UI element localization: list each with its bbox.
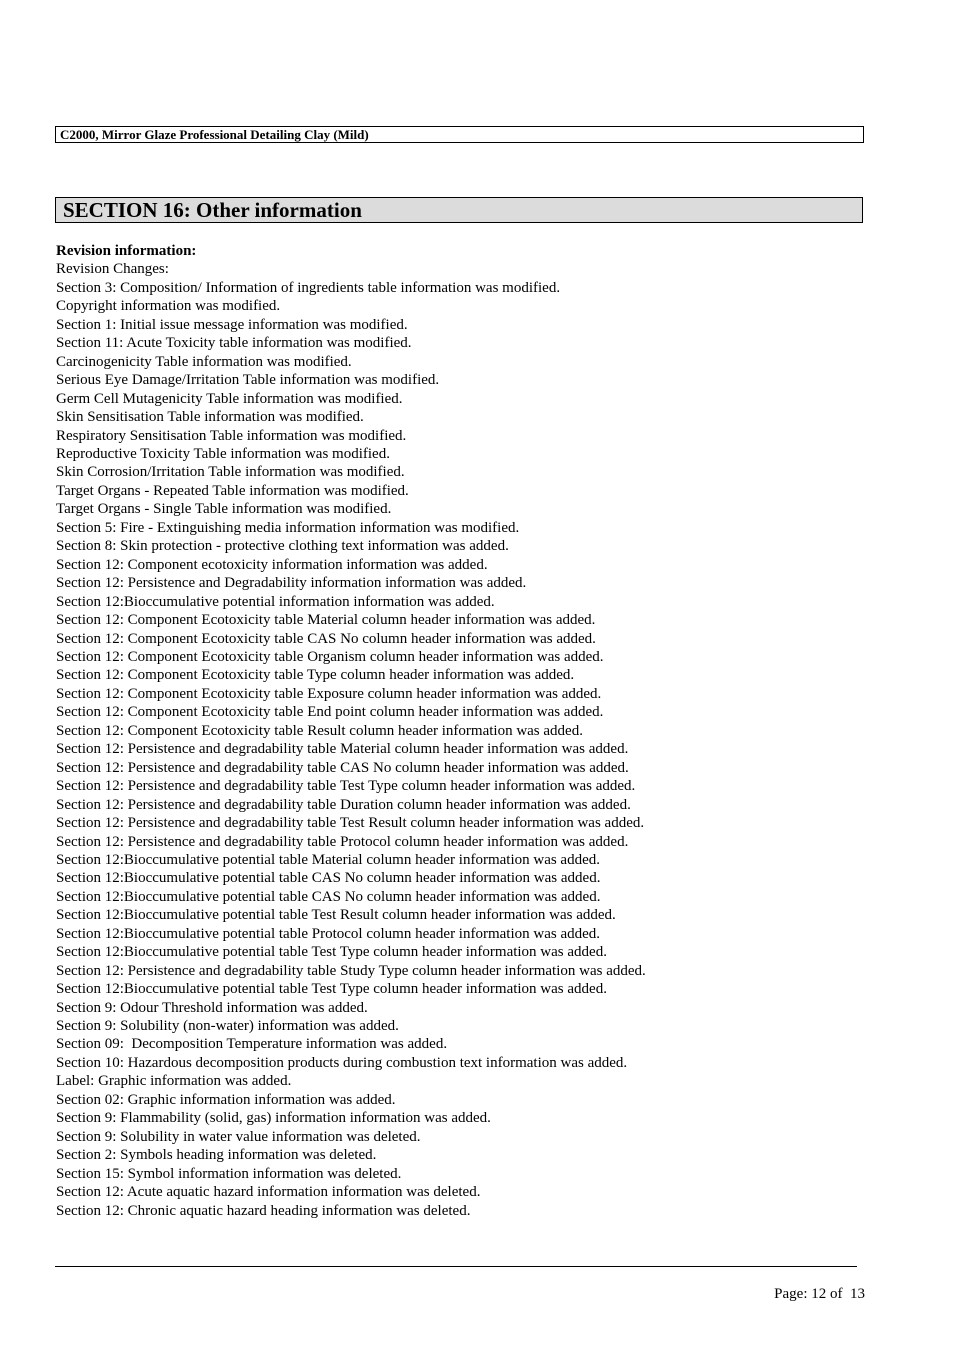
- revision-change-item: Section 9: Odour Threshold information was added.: [56, 999, 368, 1016]
- revision-change-item: Section 15: Symbol information information was deleted.: [56, 1165, 402, 1182]
- section-title: SECTION 16: Other information: [55, 197, 863, 223]
- revision-change-item: Section 12:Bioccumulative potential table Protocol column header information was added.: [56, 925, 601, 942]
- revision-change-item: Reproductive Toxicity Table information was modified.: [56, 445, 390, 462]
- revision-change-item: Copyright information was modified.: [56, 298, 281, 315]
- revision-change-item: Section 12: Persistence and degradability table Test Type column header information was added.: [56, 778, 636, 795]
- revision-change-item: Section 12: Component Ecotoxicity table Type column header information was added.: [56, 667, 575, 684]
- revision-change-item: Section 12: Persistence and degradability table CAS No column header information was added.: [56, 759, 629, 776]
- revision-change-item: Section 8: Skin protection - protective clothing text information was added.: [56, 538, 509, 555]
- revision-change-item: Serious Eye Damage/Irritation Table information was modified.: [56, 372, 440, 389]
- revision-heading: Revision information:: [56, 243, 197, 259]
- revision-change-item: Section 12: Component Ecotoxicity table Organism column header information was added.: [56, 648, 604, 665]
- revision-change-item: Section 12: Component ecotoxicity information information was added.: [56, 556, 488, 573]
- revision-subheading: Revision Changes:: [56, 261, 169, 278]
- revision-change-item: Section 12:Bioccumulative potential table Test Result column header information was added.: [56, 907, 616, 924]
- revision-change-item: Section 12: Chronic aquatic hazard heading information was deleted.: [56, 1202, 471, 1219]
- revision-change-item: Section 12:Bioccumulative potential table Test Type column header information was added.: [56, 981, 607, 998]
- revision-change-item: Section 12: Component Ecotoxicity table Result column header information was added.: [56, 722, 583, 739]
- footer-divider: [55, 1266, 857, 1267]
- revision-change-item: Target Organs - Single Table information was modified.: [56, 501, 392, 518]
- revision-change-item: Section 12: Component Ecotoxicity table CAS No column header information was added.: [56, 630, 596, 647]
- revision-change-item: Section 12:Bioccumulative potential table Test Type column header information was added.: [56, 944, 607, 961]
- revision-change-item: Section 12: Component Ecotoxicity table Exposure column header information was added.: [56, 685, 602, 702]
- revision-change-item: Section 12: Acute aquatic hazard information information was deleted.: [56, 1184, 481, 1201]
- revision-change-item: Section 12:Bioccumulative potential table CAS No column header information was added.: [56, 870, 601, 887]
- revision-change-item: Section 12: Component Ecotoxicity table Material column header information was added.: [56, 612, 596, 629]
- revision-change-item: Section 9: Solubility in water value information was deleted.: [56, 1128, 421, 1145]
- revision-change-item: Section 9: Solubility (non-water) information was added.: [56, 1018, 399, 1035]
- revision-information: [56, 242, 856, 1220]
- revision-change-item: Section 12:Bioccumulative potential table CAS No column header information was added.: [56, 888, 601, 905]
- revision-change-item: Respiratory Sensitisation Table information was modified.: [56, 427, 407, 444]
- revision-change-item: Label: Graphic information was added.: [56, 1073, 292, 1090]
- revision-change-item: Section 12: Persistence and degradability table Test Result column header information was added.: [56, 815, 645, 832]
- revision-change-item: Skin Corrosion/Irritation Table information was modified.: [56, 464, 405, 481]
- revision-change-item: Section 12: Persistence and degradability table Duration column header information was added.: [56, 796, 631, 813]
- revision-change-item: Section 3: Composition/ Information of ingredients table information was modified.: [56, 279, 561, 296]
- product-name-header: C2000, Mirror Glaze Professional Detailing Clay (Mild): [55, 126, 864, 143]
- revision-change-item: Germ Cell Mutagenicity Table information was modified.: [56, 390, 403, 407]
- revision-change-item: Section 9: Flammability (solid, gas) information information was added.: [56, 1110, 491, 1127]
- revision-change-item: Section 12: Component Ecotoxicity table End point column header information was added.: [56, 704, 604, 721]
- revision-change-item: Section 10: Hazardous decomposition products during combustion text information was added.: [56, 1054, 628, 1071]
- revision-change-item: Target Organs - Repeated Table information was modified.: [56, 482, 409, 499]
- revision-change-item: Section 12: Persistence and degradability table Material column header information was added.: [56, 741, 629, 758]
- revision-change-item: Section 5: Fire - Extinguishing media information information was modified.: [56, 519, 520, 536]
- revision-change-item: Section 09: Decomposition Temperature information was added.: [56, 1036, 448, 1053]
- revision-change-item: Section 12: Persistence and degradability table Protocol column header information was added.: [56, 833, 629, 850]
- revision-change-item: Section 2: Symbols heading information was deleted.: [56, 1147, 377, 1164]
- page-number: Page: 12 of 13: [774, 1286, 865, 1302]
- revision-change-item: Section 12:Bioccumulative potential information information was added.: [56, 593, 495, 610]
- revision-change-item: Section 11: Acute Toxicity table information was modified.: [56, 335, 412, 352]
- revision-change-item: Carcinogenicity Table information was modified.: [56, 353, 352, 370]
- revision-change-item: Section 12: Persistence and Degradability information information was added.: [56, 575, 527, 592]
- revision-change-item: Section 12:Bioccumulative potential table Material column header information was added.: [56, 851, 600, 868]
- revision-change-item: Section 1: Initial issue message information was modified.: [56, 316, 408, 333]
- revision-change-item: Section 12: Persistence and degradability table Study Type column header information was added.: [56, 962, 646, 979]
- revision-change-item: Skin Sensitisation Table information was modified.: [56, 409, 364, 426]
- revision-change-item: Section 02: Graphic information information was added.: [56, 1091, 396, 1108]
- revision-changes-list: [56, 279, 856, 1220]
